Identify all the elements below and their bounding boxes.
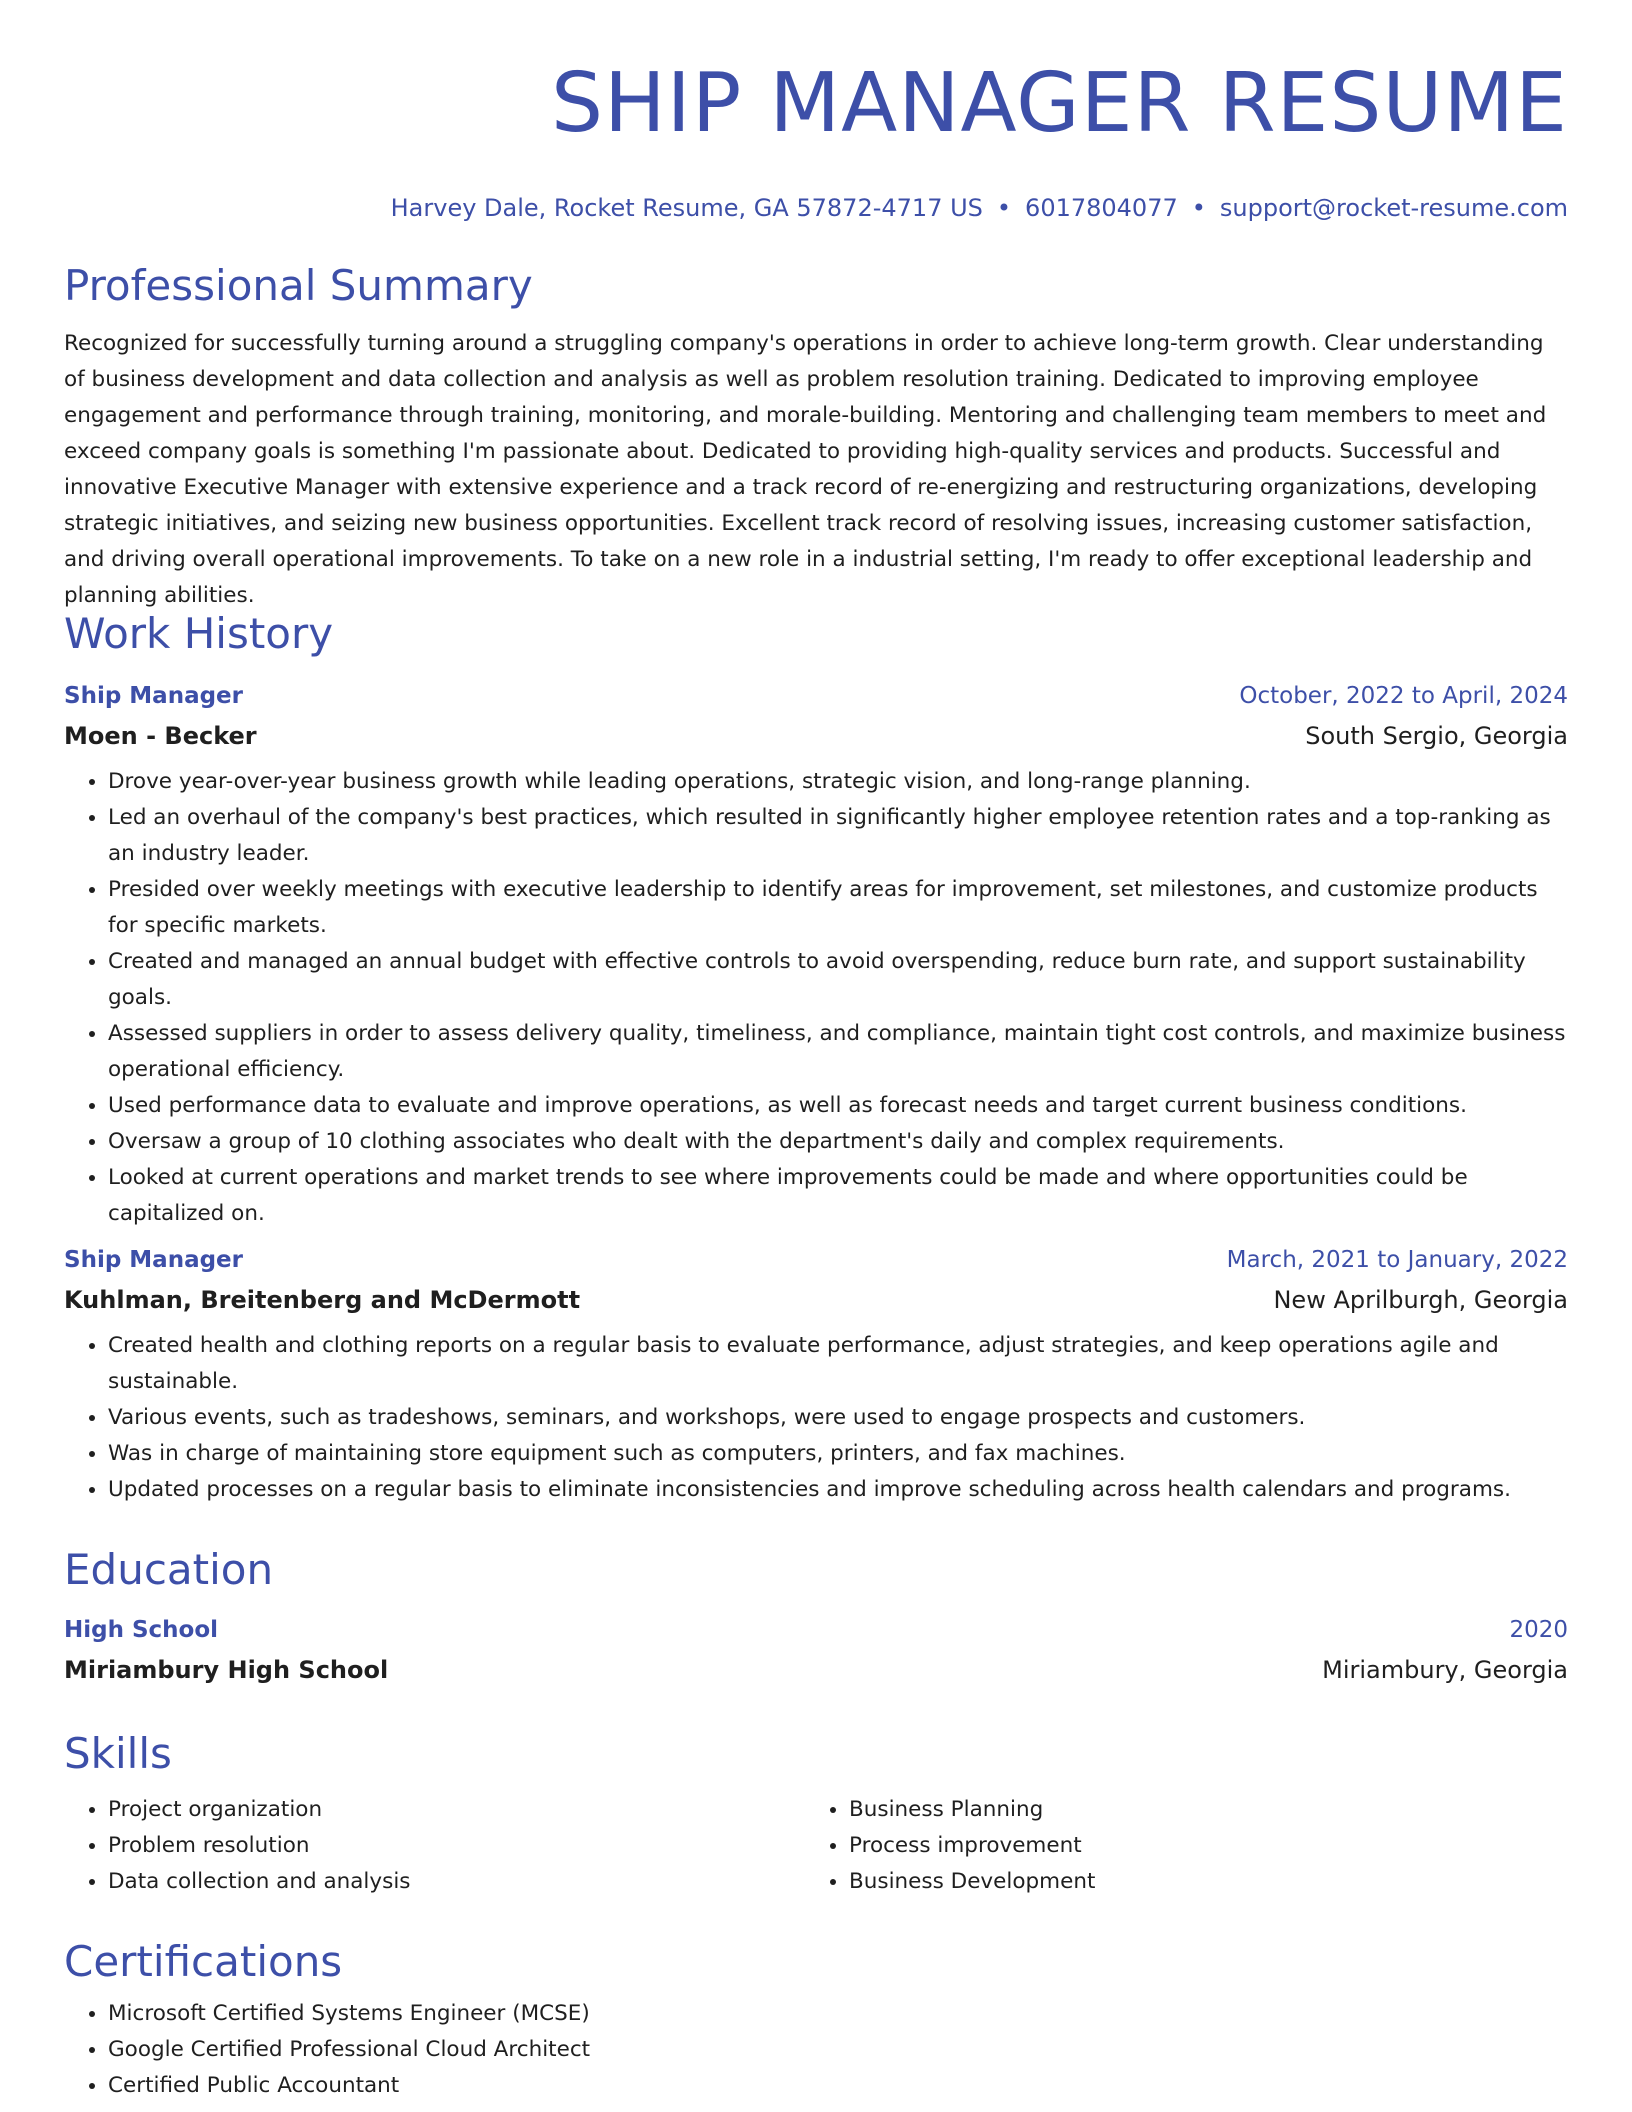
job-header-row [64, 1240, 1568, 1280]
summary-heading: Professional Summary [64, 261, 533, 310]
certification-item: • Certified Public Accountant [108, 2068, 1568, 2104]
job-bullet-list [64, 1328, 1568, 1508]
job-location: South Sergio, Georgia [1305, 722, 1568, 750]
skill-item: • Process improvement [849, 1828, 1546, 1864]
skills-section [64, 1726, 1568, 1900]
skills-grid [64, 1792, 1568, 1900]
certifications-section [64, 1934, 1568, 2104]
job-bullet: • Created health and clothing reports on a regular basis to evaluate performance, adjust strategies, and keep operations agile and sustainable. [108, 1328, 1568, 1400]
contact-separator: • [1191, 194, 1206, 222]
contact-line [64, 192, 1568, 224]
skills-list-right [805, 1792, 1546, 1900]
job-bullet: • Drove year-over-year business growth while leading operations, strategic vision, and long-range planning. [108, 764, 1568, 800]
job-company: Kuhlman, Breitenberg and McDermott [64, 1286, 581, 1314]
job-bullet: • Updated processes on a regular basis to eliminate inconsistencies and improve scheduling across health calendars and programs. [108, 1472, 1568, 1508]
education-header-row [64, 1610, 1568, 1650]
education-school: Miriambury High School [64, 1656, 389, 1684]
skills-heading: Skills [64, 1729, 172, 1778]
education-location: Miriambury, Georgia [1322, 1656, 1568, 1684]
job-dates: March, 2021 to January, 2022 [1226, 1247, 1568, 1273]
job-dates: October, 2022 to April, 2024 [1239, 683, 1568, 709]
skill-item: • Business Development [849, 1864, 1546, 1900]
certifications-heading: Certifications [64, 1937, 343, 1986]
skill-item: • Project organization [108, 1792, 805, 1828]
education-degree: High School [64, 1617, 219, 1643]
certification-item: • Microsoft Certified Systems Engineer (MCSE) [108, 1996, 1568, 2032]
work-history-section [64, 606, 1568, 1232]
education-year: 2020 [1509, 1617, 1568, 1643]
contact-phone: 6017804077 [1025, 194, 1178, 222]
job-bullet: • Looked at current operations and market trends to see where improvements could be made and where opportunities could be capitalized on. [108, 1160, 1568, 1232]
certifications-list [64, 1996, 1568, 2104]
job-bullet: • Various events, such as tradeshows, seminars, and workshops, were used to engage prospects and customers. [108, 1400, 1568, 1436]
job-entry-2 [64, 1240, 1568, 1508]
contact-separator: • [996, 194, 1012, 222]
contact-address: Harvey Dale, Rocket Resume, GA 57872-4717 US [390, 194, 983, 222]
job-bullet: • Assessed suppliers in order to assess delivery quality, timeliness, and compliance, maintain tight cost controls, and maximize business operational efficiency. [108, 1016, 1568, 1088]
job-company-row [64, 1280, 1568, 1320]
job-entry [64, 676, 1568, 1232]
education-school-row [64, 1650, 1568, 1690]
resume-title: SHIP MANAGER RESUME [550, 56, 1568, 151]
contact-email[interactable]: support@rocket-resume.com [1219, 194, 1568, 222]
certification-item: • Google Certified Professional Cloud Architect [108, 2032, 1568, 2068]
summary-section [64, 258, 1568, 614]
job-bullet-list [64, 764, 1568, 1232]
job-company: Moen - Becker [64, 722, 257, 750]
job-bullet: • Presided over weekly meetings with executive leadership to identify areas for improvement, set milestones, and customize products for specific markets. [108, 872, 1568, 944]
skill-item: • Data collection and analysis [108, 1864, 805, 1900]
job-company-row [64, 716, 1568, 756]
skill-item: • Business Planning [849, 1792, 1546, 1828]
education-heading: Education [64, 1545, 274, 1594]
work-history-heading: Work History [64, 609, 334, 658]
summary-text: Recognized for successfully turning around a struggling company's operations in order to achieve long-term growth. Clear understanding of business development and data collection and analysis as well as problem resolution training. Dedicated to improving employee engagement and performance through training, monitoring, and morale-building. Mentoring and challenging team members to meet and exceed company goals is something I'm passionate about. Dedicated to providing high-quality services and products. Successful and innovative Executive Manager with extensive experience and a track record of re-energizing and restructuring organizations, developing strategic initiatives, and seizing new business opportunities. Excellent track record of resolving issues, increasing customer satisfaction, and driving overall operational improvements. To take on a new role in a industrial setting, I'm ready to offer exceptional leadership and planning abilities. [64, 331, 1547, 608]
job-title: Ship Manager [64, 683, 244, 709]
job-title: Ship Manager [64, 1247, 244, 1273]
skill-item: • Problem resolution [108, 1828, 805, 1864]
job-bullet: • Created and managed an annual budget with effective controls to avoid overspending, reduce burn rate, and support sustainability goals. [108, 944, 1568, 1016]
job-bullet: • Used performance data to evaluate and improve operations, as well as forecast needs and target current business conditions. [108, 1088, 1568, 1124]
skills-list-left [64, 1792, 805, 1900]
job-bullet: • Oversaw a group of 10 clothing associates who dealt with the department's daily and complex requirements. [108, 1124, 1568, 1160]
job-location: New Aprilburgh, Georgia [1273, 1286, 1568, 1314]
job-bullet: • Was in charge of maintaining store equipment such as computers, printers, and fax machines. [108, 1436, 1568, 1472]
education-section [64, 1542, 1568, 1690]
job-bullet: • Led an overhaul of the company's best practices, which resulted in significantly higher employee retention rates and a top-ranking as an industry leader. [108, 800, 1568, 872]
job-header-row [64, 676, 1568, 716]
